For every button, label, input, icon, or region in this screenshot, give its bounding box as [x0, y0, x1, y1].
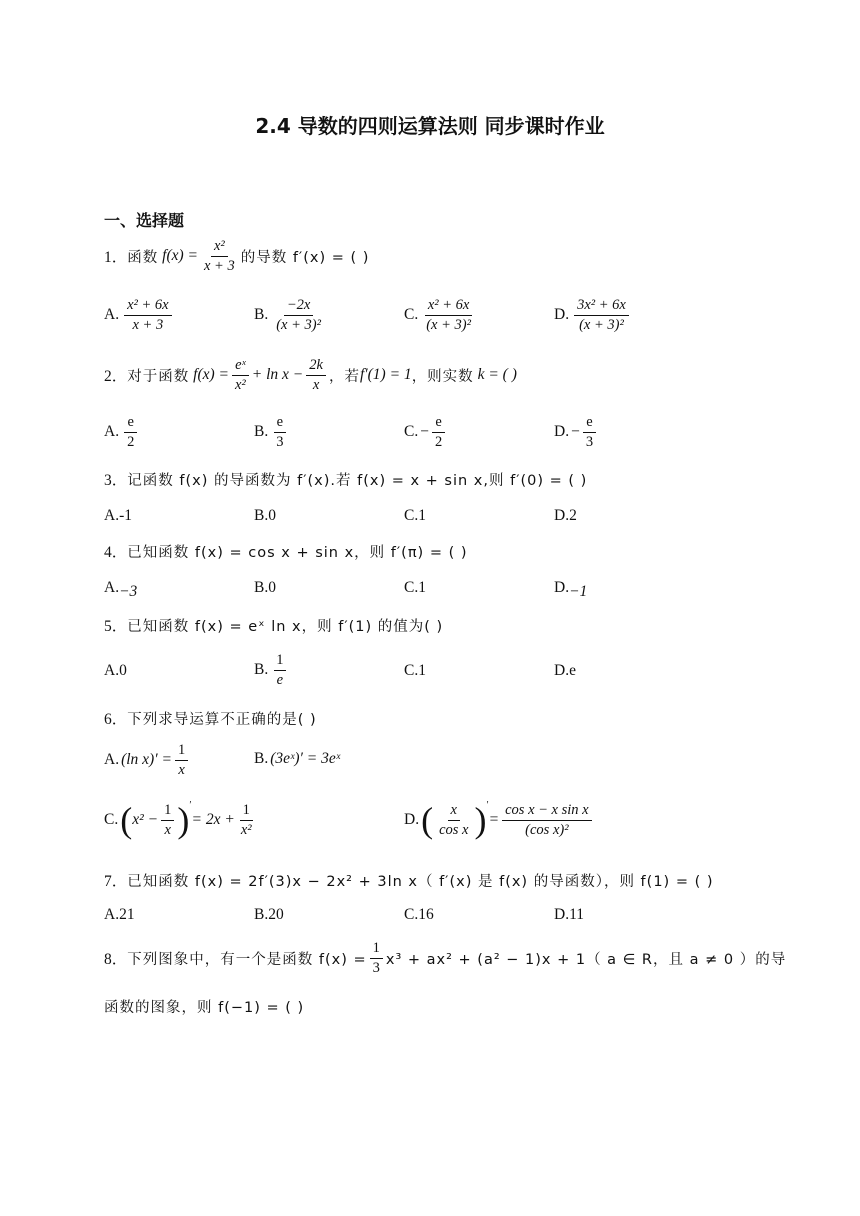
option-c[interactable]: C. − $\frac{e}{2}$ — [404, 414, 448, 450]
option-c[interactable]: C. $\frac{\text{x² + 6x}}{\text{(x + 3)²}}$ — [404, 297, 471, 333]
option-c[interactable]: C.1 — [404, 579, 426, 596]
question-number: 4． — [104, 544, 128, 561]
option-d[interactable]: D.2 — [554, 507, 577, 524]
page-title: 2.4 导数的四则运算法则 同步课时作业 — [255, 114, 605, 138]
option-a[interactable]: A.21 — [104, 906, 135, 923]
option-c[interactable]: C.1 — [404, 507, 426, 524]
fraction: $\frac{\text{x²}}{x + 3}$ — [203, 238, 235, 274]
question-number: 2． — [104, 368, 128, 386]
option-b[interactable]: B. $\frac{-2x}{\text{(x + 3)²}}$ — [254, 297, 321, 333]
question-number: 3． — [104, 472, 128, 489]
option-a[interactable]: A. $\frac{\text{x² + 6x}}{x + 3}$ — [104, 297, 175, 333]
question-4: 4． 已知函数 f(x) = cos x + sin x，则 f′(π) = ( ) — [104, 540, 468, 562]
question-number: 6． — [104, 711, 128, 728]
option-b[interactable]: B. (3eˣ)′ = 3eˣ — [254, 750, 341, 767]
option-a[interactable]: A. $\frac{e}{2}$ — [104, 414, 140, 450]
question-7: 7． 已知函数 f(x) = 2f′(3)x − 2x² + 3ln x（ f′(x) 是 f(x) 的导函数），则 f(1) = ( ) — [104, 869, 714, 891]
option-d[interactable]: D. − $\frac{e}{3}$ — [554, 414, 599, 450]
option-a[interactable]: A. −3 — [104, 579, 138, 600]
option-c[interactable]: C.16 — [404, 906, 434, 923]
option-b[interactable]: B.0 — [254, 507, 276, 524]
question-8-line-2: 函数的图象，则 f(−1) = ( ) — [104, 1000, 305, 1016]
question-number: 1． — [104, 249, 128, 267]
option-b[interactable]: B. $\frac{e}{3}$ — [254, 414, 289, 450]
option-a[interactable]: A. (ln x)′ = $\frac{1}{x}$ — [104, 742, 191, 778]
question-3: 3． 记函数 f(x) 的导函数为 f′(x).若 f(x) = x + sin x,则 f′(0) = ( ) — [104, 468, 587, 490]
option-c[interactable]: C. ( x² − $\frac{1}{x}$ ) ′ = 2x + $\frac{1}{\text{x²}}$ — [104, 800, 252, 841]
question-number: 7． — [104, 873, 128, 890]
option-d[interactable]: D. −1 — [554, 579, 588, 600]
option-d[interactable]: D.11 — [554, 906, 584, 923]
question-8: 8． 下列图象中，有一个是函数 f(x) = $\frac{1}{3}$ x³ + ax² + (a² − 1)x + 1（ a ∈ R，且 a ≠ 0 ）的导 — [104, 940, 787, 976]
question-number: 5． — [104, 618, 128, 635]
question-2: 2． 对于函数 f(x) = $\frac{\text{eˣ}}{\text{x²}}$ + ln x − $\frac{2k}{x}$ ，若 f′(1) = 1 ，则实数 k = ( ) — [104, 357, 517, 393]
question-number: 8． — [104, 951, 128, 969]
option-a[interactable]: A.-1 — [104, 507, 132, 524]
option-a[interactable]: A.0 — [104, 662, 127, 679]
option-b[interactable]: B.20 — [254, 906, 284, 923]
option-d[interactable]: D.e — [554, 662, 576, 679]
question-6: 6． 下列求导运算不正确的是( ) — [104, 707, 317, 729]
option-c[interactable]: C.1 — [404, 662, 426, 679]
option-d[interactable]: D. $\frac{\text{3x² + 6x}}{\text{(x + 3)²}}$ — [554, 297, 632, 333]
section-heading: 一、选择题 — [104, 211, 185, 230]
option-d[interactable]: D. ( $\frac{x}{\text{cos x}}$ ) ′ = $\frac{\text{cos x − x sin x}}{\text{(cos x)²}}$ — [404, 802, 595, 838]
question-1: 1． 函数 f(x) = $\frac{\text{x²}}{x + 3}$ 的导数 f′(x) = ( ) — [104, 238, 370, 274]
option-b[interactable]: B. $\frac{1}{e}$ — [254, 652, 289, 688]
option-b[interactable]: B.0 — [254, 579, 276, 596]
question-5: 5． 已知函数 f(x) = eˣ ln x，则 f′(1) 的值为( ) — [104, 614, 443, 636]
